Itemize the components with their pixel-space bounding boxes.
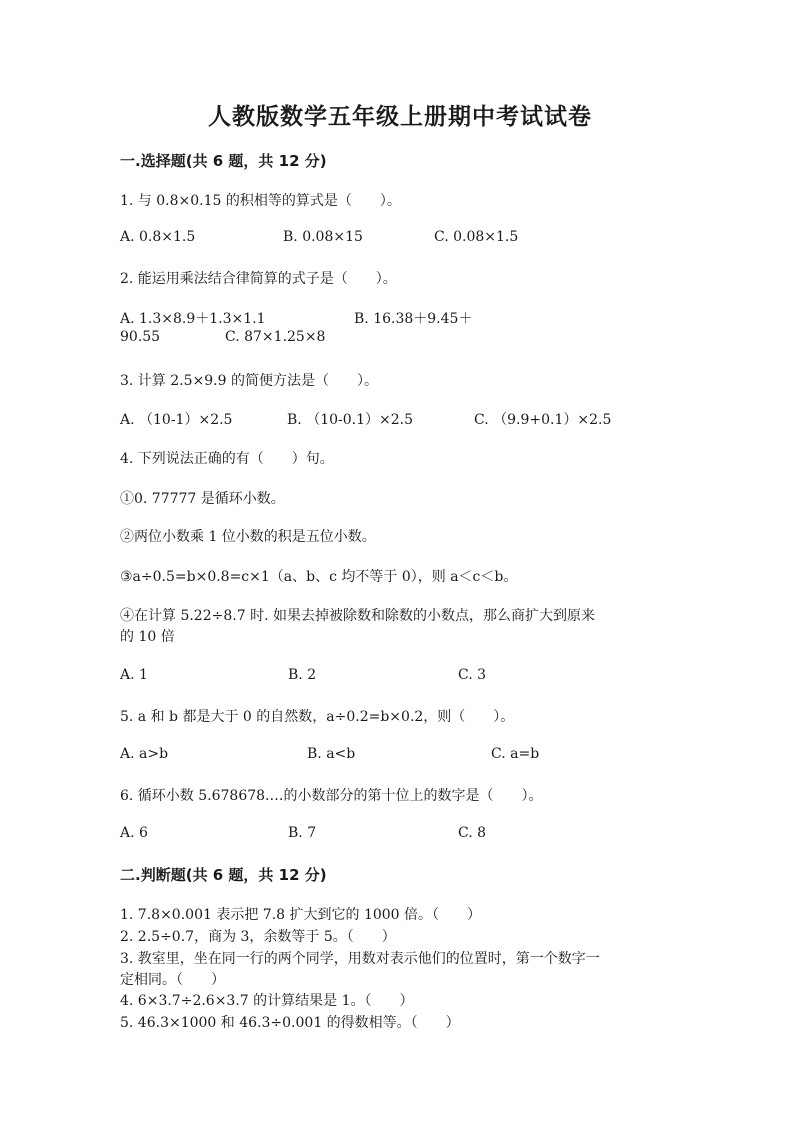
question-3-option-a: A. （10-1）×2.5: [120, 412, 233, 428]
question-1-option-a: A. 0.8×1.5: [120, 229, 196, 245]
judgment-item-5: 5. 46.3×1000 和 46.3÷0.001 的得数相等。（ ）: [120, 1015, 460, 1031]
question-1-option-b: B. 0.08×15: [283, 229, 363, 245]
question-5-option-c: C. a=b: [491, 746, 540, 762]
question-1-option-c: C. 0.08×1.5: [434, 229, 519, 245]
section-heading-choice: 一.选择题(共 6 题，共 12 分): [120, 152, 327, 170]
question-1-stem: 1. 与 0.8×0.15 的积相等的算式是（ ）。: [120, 193, 401, 209]
section-heading-judgment: 二.判断题(共 6 题，共 12 分): [120, 866, 327, 884]
judgment-item-4: 4. 6×3.7÷2.6×3.7 的计算结果是 1。（ ）: [120, 993, 414, 1009]
question-5-stem: 5. a 和 b 都是大于 0 的自然数，a÷0.2=b×0.2，则（ ）。: [120, 709, 515, 725]
question-6-option-c: C. 8: [458, 825, 487, 841]
question-6-stem: 6. 循环小数 5.678678.…的小数部分的第十位上的数字是（ ）。: [120, 788, 543, 804]
question-4-option-a: A. 1: [120, 667, 148, 683]
question-5-option-a: A. a>b: [120, 746, 169, 762]
question-4-statement-2: ②两位小数乘 1 位小数的积是五位小数。: [120, 529, 376, 545]
question-4-option-b: B. 2: [288, 667, 317, 683]
question-4-statement-4-continued: 的 10 倍: [120, 629, 175, 645]
question-4-statement-1: ①0. 77777 是循环小数。: [120, 491, 285, 507]
question-2-option-b-continued: 90.55: [120, 329, 161, 345]
question-3-stem: 3. 计算 2.5×9.9 的简便方法是（ ）。: [120, 373, 378, 389]
question-4-stem: 4. 下列说法正确的有（ ）句。: [120, 451, 334, 467]
question-4-option-c: C. 3: [458, 667, 487, 683]
question-4-statement-4: ④在计算 5.22÷8.7 时. 如果去掉被除数和除数的小数点，那么商扩大到原来: [120, 608, 595, 624]
question-3-option-b: B. （10-0.1）×2.5: [287, 412, 413, 428]
question-6-option-a: A. 6: [120, 825, 148, 841]
question-2-option-a: A. 1.3×8.9＋1.3×1.1: [120, 311, 266, 327]
question-6-option-b: B. 7: [288, 825, 317, 841]
judgment-item-2: 2. 2.5÷0.7，商为 3，余数等于 5。（ ）: [120, 929, 396, 945]
question-4-statement-3: ③a÷0.5=b×0.8=c×1（a、b、c 均不等于 0），则 a＜c＜b。: [120, 569, 518, 585]
judgment-item-1: 1. 7.8×0.001 表示把 7.8 扩大到它的 1000 倍。（ ）: [120, 907, 482, 923]
question-2-option-b: B. 16.38＋9.45＋: [354, 311, 473, 327]
question-2-option-c: C. 87×1.25×8: [225, 329, 326, 345]
judgment-item-3: 3. 教室里，坐在同一行的两个同学，用数对表示他们的位置时，第一个数字一: [120, 951, 600, 967]
question-3-option-c: C. （9.9+0.1）×2.5: [474, 412, 612, 428]
question-2-stem: 2. 能运用乘法结合律简算的式子是（ ）。: [120, 271, 397, 287]
page-title: 人教版数学五年级上册期中考试试卷: [208, 104, 592, 130]
question-5-option-b: B. a<b: [307, 746, 356, 762]
judgment-item-3-continued: 定相同。（ ）: [120, 972, 225, 988]
